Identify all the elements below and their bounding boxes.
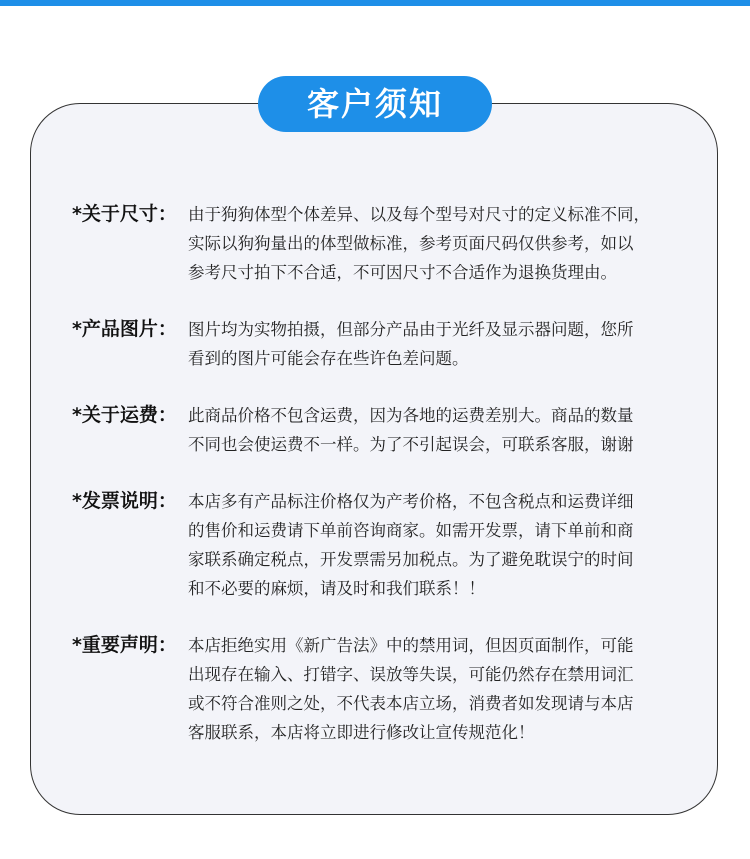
notice-title: 客户须知 — [258, 76, 492, 132]
notice-item-statement — [72, 631, 687, 747]
notice-line: 本店多有产品标注价格仅为产考价格，不包含税点和运费详细 — [188, 492, 634, 511]
notice-item-shipping — [72, 401, 687, 459]
notice-line: 和不必要的麻烦，请及时和我们联系！！ — [188, 579, 485, 598]
notice-line: 此商品价格不包含运费，因为各地的运费差别大。商品的数量 — [188, 406, 634, 425]
notice-line: 出现存在输入、打错字、误放等失误，可能仍然存在禁用词汇 — [188, 665, 634, 684]
notice-label: *发票说明： — [72, 490, 177, 512]
notice-line: 客服联系，本店将立即进行修改让宣传规范化！ — [188, 723, 535, 742]
notice-line: 不同也会使运费不一样。为了不引起误会，可联系客服，谢谢 — [188, 435, 634, 454]
notice-line: 图片均为实物拍摄，但部分产品由于光纤及显示器问题，您所 — [188, 320, 634, 339]
notice-line: 本店拒绝实用《新广告法》中的禁用词，但因页面制作，可能 — [188, 636, 634, 655]
notice-line: 实际以狗狗量出的体型做标准，参考页面尺码仅供参考，如以 — [188, 234, 634, 253]
notice-text — [188, 200, 687, 287]
notice-line: 看到的图片可能会存在些许色差问题。 — [188, 349, 469, 368]
notice-label: *关于尺寸： — [72, 203, 177, 225]
notice-line: 的售价和运费请下单前咨询商家。如需开发票，请下单前和商 — [188, 521, 634, 540]
notice-line: 或不符合准则之处，不代表本店立场，消费者如发现请与本店 — [188, 694, 634, 713]
notice-item-invoice — [72, 487, 687, 603]
top-accent-bar — [0, 0, 750, 6]
notice-line: 家联系确定税点，开发票需另加税点。为了避免耽误宁的时间 — [188, 550, 634, 569]
notice-text — [188, 401, 687, 459]
notice-line: 由于狗狗体型个体差异、以及每个型号对尺寸的定义标准不同， — [188, 205, 650, 224]
notice-item-size — [72, 200, 687, 287]
notice-text — [188, 631, 687, 747]
notice-label: *产品图片： — [72, 318, 177, 340]
notice-list — [72, 200, 687, 775]
notice-text — [188, 487, 687, 603]
notice-line: 参考尺寸拍下不合适，不可因尺寸不合适作为退换货理由。 — [188, 263, 617, 282]
notice-label: *关于运费： — [72, 404, 177, 426]
notice-label: *重要声明： — [72, 634, 177, 656]
notice-item-images — [72, 315, 687, 373]
notice-text — [188, 315, 687, 373]
